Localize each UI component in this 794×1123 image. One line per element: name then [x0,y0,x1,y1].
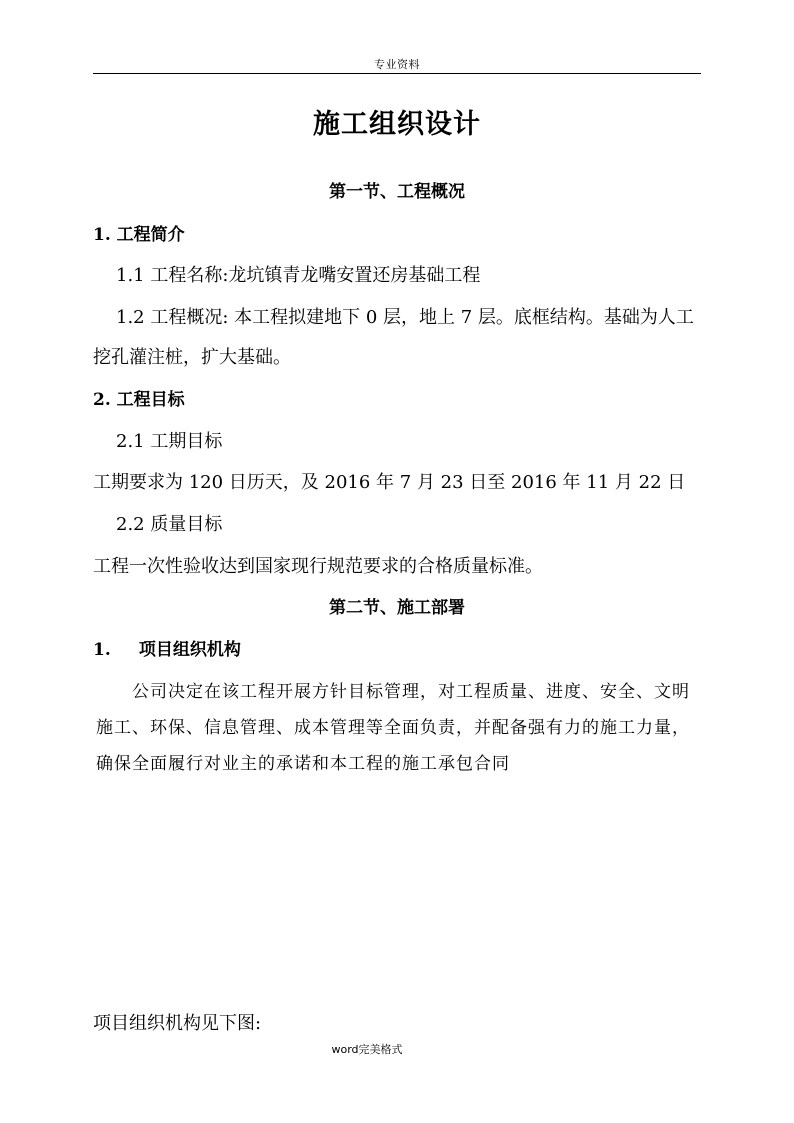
header-divider [93,73,701,74]
section-1-heading-2: 2. 工程目标 [93,390,185,410]
project-overview-line-2: 挖孔灌注桩，扩大基础。 [93,347,291,368]
schedule-target-text: 工期要求为 120 日历天，及 2016 年 7 月 23 日至 2016 年 11 月 22 日 [93,472,686,493]
heading-number: 1. [93,640,111,660]
schedule-target-heading: 2.1 工期目标 [116,431,223,452]
quality-target-text: 工程一次性验收达到国家现行规范要求的合格质量标准。 [93,556,543,577]
section-1-title: 第一节、工程概况 [329,182,465,202]
section-2-heading-1 [93,638,241,662]
quality-target-heading: 2.2 质量目标 [116,514,223,535]
section-2-title: 第二节、施工部署 [329,598,465,618]
page-header-label: 专业资料 [374,58,420,71]
project-overview-line-1: 1.2 工程概况: 本工程拟建地下 0 层，地上 7 层。底框结构。基础为人工 [116,307,694,328]
heading-text: 项目组织机构 [138,640,241,660]
figure-intro-text: 项目组织机构见下图: [93,1013,262,1034]
organization-paragraph: 公司决定在该工程开展方针目标管理，对工程质量、进度、安全、文明施工、环保、信息管理、成本管理等全面负责，并配备强有力的施工力量，确保全面履行对业主的承诺和本工程的施工承包合同 [96,682,690,774]
page-footer-label: word完美格式 [331,1043,403,1056]
document-title: 施工组织设计 [313,109,481,140]
project-name-line: 1.1 工程名称:龙坑镇青龙嘴安置还房基础工程 [116,265,481,286]
section-1-heading-1: 1. 工程简介 [93,225,185,245]
